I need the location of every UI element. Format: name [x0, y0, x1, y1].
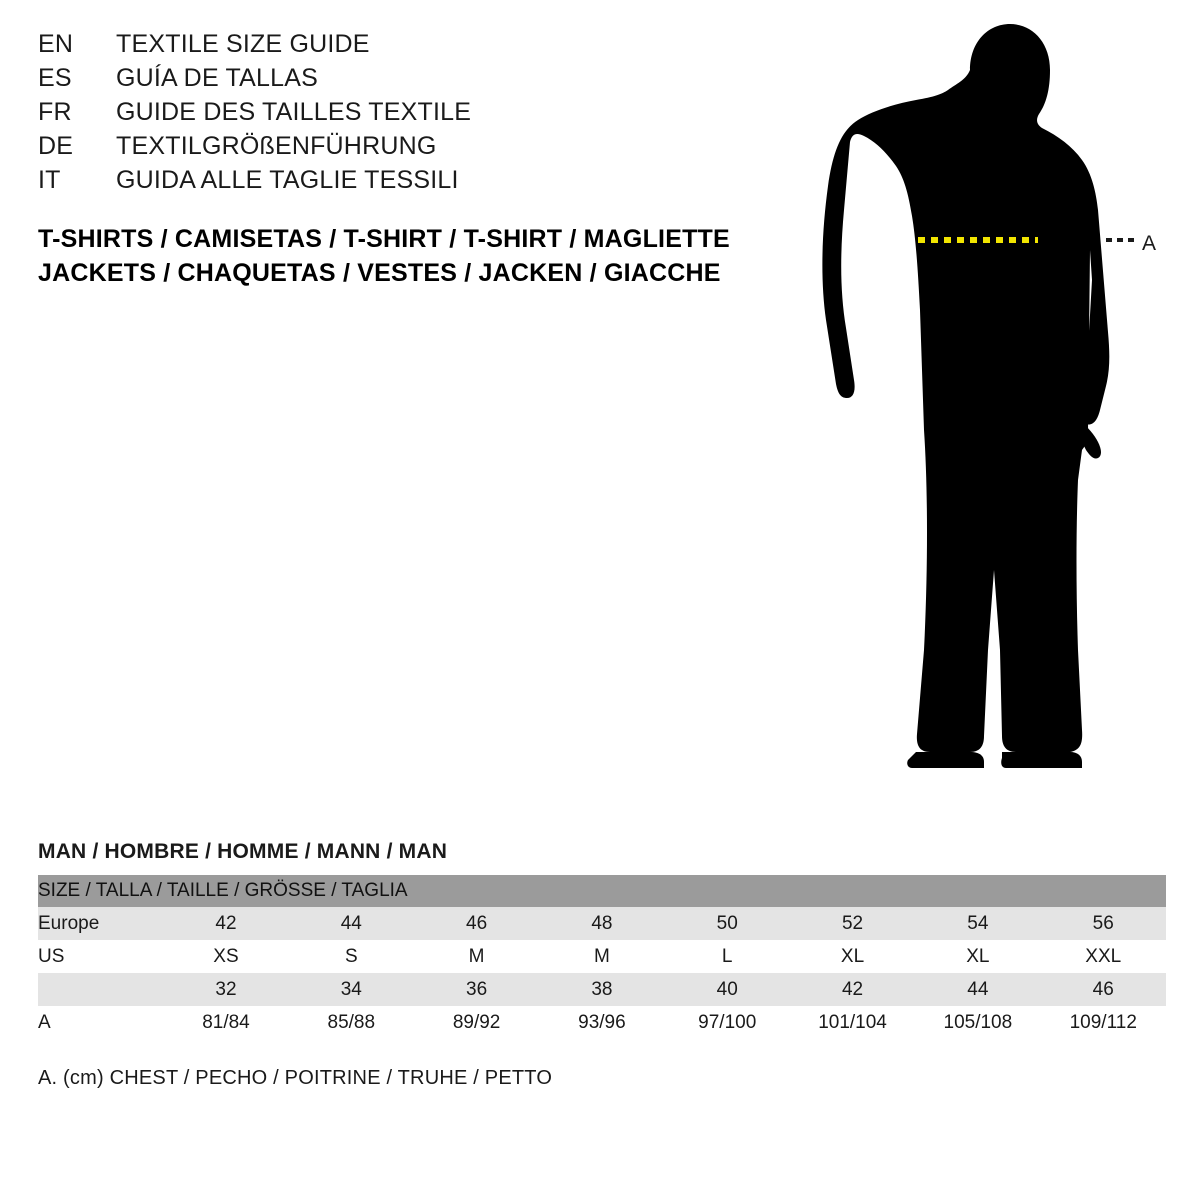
language-row — [38, 98, 738, 132]
size-table — [38, 875, 1166, 1039]
language-code: DE — [38, 132, 74, 160]
row-label — [38, 973, 163, 1006]
row-value: L — [665, 940, 790, 973]
row-value: 32 — [163, 973, 288, 1006]
table-row — [38, 973, 1166, 1006]
measure-dash-connector — [1106, 238, 1136, 242]
row-value: 38 — [539, 973, 664, 1006]
row-value: 97/100 — [665, 1006, 790, 1039]
row-value: 44 — [289, 907, 414, 940]
row-value: 54 — [915, 907, 1040, 940]
row-value: 93/96 — [539, 1006, 664, 1039]
row-value: XXL — [1041, 940, 1167, 973]
language-code: FR — [38, 98, 72, 126]
table-header-label: SIZE / TALLA / TAILLE / GRÖSSE / TAGLIA — [38, 875, 1166, 907]
row-value: 81/84 — [163, 1006, 288, 1039]
table-header-row — [38, 875, 1166, 907]
row-value: M — [539, 940, 664, 973]
language-row — [38, 30, 738, 64]
row-value: XL — [790, 940, 915, 973]
row-value: 50 — [665, 907, 790, 940]
male-silhouette-icon — [820, 10, 1190, 800]
language-row — [38, 166, 738, 200]
row-value: 36 — [414, 973, 539, 1006]
language-text: GUIDA ALLE TAGLIE TESSILI — [116, 166, 459, 194]
measure-label-a: A — [1142, 232, 1157, 255]
language-code: ES — [38, 64, 72, 92]
row-value: 109/112 — [1041, 1006, 1167, 1039]
language-row — [38, 64, 738, 98]
row-value: 42 — [790, 973, 915, 1006]
table-group-title: MAN / HOMBRE / HOMME / MANN / MAN — [38, 840, 448, 863]
row-value: XL — [915, 940, 1040, 973]
row-label: Europe — [38, 907, 163, 940]
row-value: 34 — [289, 973, 414, 1006]
row-value: 48 — [539, 907, 664, 940]
language-row — [38, 132, 738, 166]
language-code: IT — [38, 166, 61, 194]
size-table-section — [38, 840, 1166, 1090]
row-value: 44 — [915, 973, 1040, 1006]
row-label: US — [38, 940, 163, 973]
language-code: EN — [38, 30, 74, 58]
language-text: TEXTILGRÖßENFÜHRUNG — [116, 132, 437, 160]
row-value: 101/104 — [790, 1006, 915, 1039]
row-value: S — [289, 940, 414, 973]
table-footnote: A. (cm) CHEST / PECHO / POITRINE / TRUHE / PETTO — [38, 1067, 553, 1089]
table-row — [38, 940, 1166, 973]
table-row — [38, 1006, 1166, 1039]
row-value: 105/108 — [915, 1006, 1040, 1039]
row-value: 56 — [1041, 907, 1167, 940]
language-list — [38, 30, 738, 200]
row-value: M — [414, 940, 539, 973]
table-row — [38, 907, 1166, 940]
row-value: 52 — [790, 907, 915, 940]
language-text: GUÍA DE TALLAS — [116, 64, 318, 92]
row-value: 89/92 — [414, 1006, 539, 1039]
language-text: GUIDE DES TAILLES TEXTILE — [116, 98, 472, 126]
category-tshirts: T-SHIRTS / CAMISETAS / T-SHIRT / T-SHIRT / MAGLIETTE — [38, 225, 730, 253]
body-figure — [820, 10, 1190, 800]
row-value: 40 — [665, 973, 790, 1006]
category-jackets: JACKETS / CHAQUETAS / VESTES / JACKEN / GIACCHE — [38, 259, 721, 287]
row-label: A — [38, 1006, 163, 1039]
row-value: 42 — [163, 907, 288, 940]
language-text: TEXTILE SIZE GUIDE — [116, 30, 370, 58]
row-value: 46 — [1041, 973, 1167, 1006]
row-value: 46 — [414, 907, 539, 940]
row-value: 85/88 — [289, 1006, 414, 1039]
row-value: XS — [163, 940, 288, 973]
category-headings — [38, 222, 758, 290]
